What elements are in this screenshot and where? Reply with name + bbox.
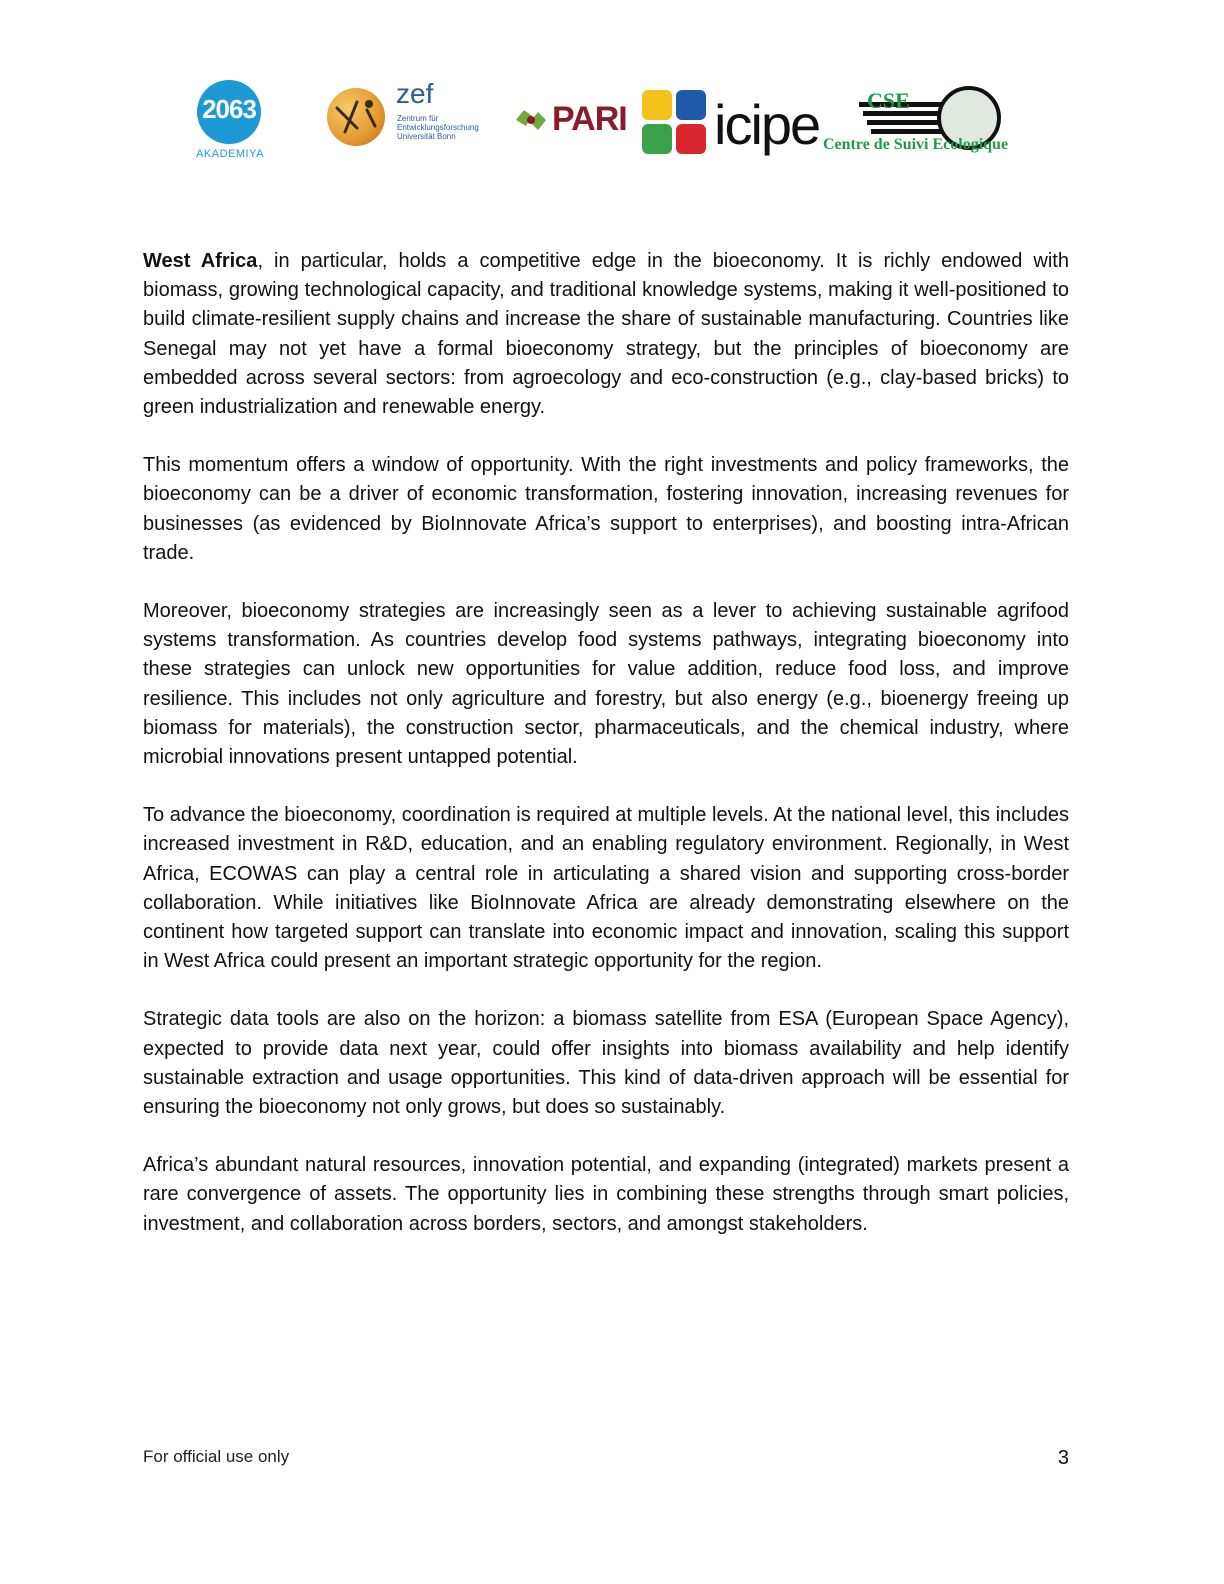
paragraph-1-text: , in particular, holds a competitive edge in the bioeconomy. It is richly endowed with biomass, growing technological capacity, and traditional knowledge systems, making it well-positioned to build climate-resilient supply chains and increase the share of sustainable manufacturing. Countries like Senegal may not yet have a formal bioeconomy strategy, but the principles of bioeconomy are embedded across several sectors: from agroecology and eco-construction (e.g., clay-based bricks) to green industrialization and renewable energy. xyxy=(143,250,1069,419)
document-body xyxy=(143,247,1069,1268)
logo-banner xyxy=(0,70,1224,170)
icipe-tile-red-icon xyxy=(676,124,706,154)
icipe-tile-green-icon xyxy=(642,124,672,154)
paragraph-5: Strategic data tools are also on the horizon: a biomass satellite from ESA (European Space Agency), expected to provide data next year, could offer insights into biomass availability and help identify sustainable extraction and usage opportunities. This kind of data-driven approach will be essential for ensuring the bioeconomy not only grows, but does so sustainably. xyxy=(143,1008,1069,1119)
zef-name: zef xyxy=(396,78,434,109)
akademiya-number: 2063 xyxy=(202,94,256,124)
pari-leaf-icon xyxy=(512,106,550,134)
paragraph-1-lead: West Africa xyxy=(143,250,258,272)
icipe-logo xyxy=(642,90,822,160)
paragraph-3: Moreover, bioeconomy strategies are increasingly seen as a lever to achieving sustainable agrifood systems transformation. As countries develop food systems pathways, integrating bioeconomy into these strategies can unlock new opportunities for value addition, reduce food loss, and improve resilience. This includes not only agriculture and forestry, but also energy (e.g., bioenergy freeing up biomass for materials), the construction sector, pharmaceuticals, and the chemical industry, where microbial innovations present untapped potential. xyxy=(143,600,1069,769)
akademiya-name: AKADEMIYA xyxy=(196,148,264,160)
icipe-tile-yellow-icon xyxy=(642,90,672,120)
paragraph-2: This momentum offers a window of opportunity. With the right investments and policy frameworks, the bioeconomy can be a driver of economic transformation, fostering innovation, increasing revenues for businesses (as evidenced by BioInnovate Africa’s support to enterprises), and boosting intra-African trade. xyxy=(143,454,1069,564)
zef-logo xyxy=(327,78,497,152)
zef-globe-lines xyxy=(327,88,385,146)
icipe-name: icipe xyxy=(714,93,820,156)
zef-subtitle: Zentrum für Entwicklungsforschung Universität Bonn xyxy=(397,114,479,141)
pari-logo xyxy=(512,98,627,138)
paragraph-6: Africa’s abundant natural resources, innovation potential, and expanding (integrated) markets present a rare convergence of assets. The opportunity lies in combining these strengths through smart policies, investment, and collaboration across borders, sectors, and amongst stakeholders. xyxy=(143,1154,1069,1235)
pari-name: PARI xyxy=(552,100,627,138)
paragraph-1 xyxy=(143,247,1069,422)
paragraph-4: To advance the bioeconomy, coordination is required at multiple levels. At the national level, this includes increased investment in R&D, education, and an enabling regulatory environment. Regionally, in West Africa, ECOWAS can play a central role in articulating a shared vision and supporting cross-border collaboration. While initiatives like BioInnovate Africa are already demonstrating elsewhere on the continent how targeted support can translate into economic impact and innovation, scaling this support in West Africa could present an important strategic opportunity for the region. xyxy=(143,804,1069,973)
cse-logo xyxy=(823,84,1030,164)
akademiya-logo xyxy=(192,80,268,170)
footer-classification: For official use only xyxy=(143,1447,290,1466)
page-number: 3 xyxy=(1057,1447,1069,1469)
cse-name: Centre de Suivi Ecologique xyxy=(823,136,1009,153)
icipe-tile-blue-icon xyxy=(676,90,706,120)
cse-abbr: CSE xyxy=(867,88,910,113)
